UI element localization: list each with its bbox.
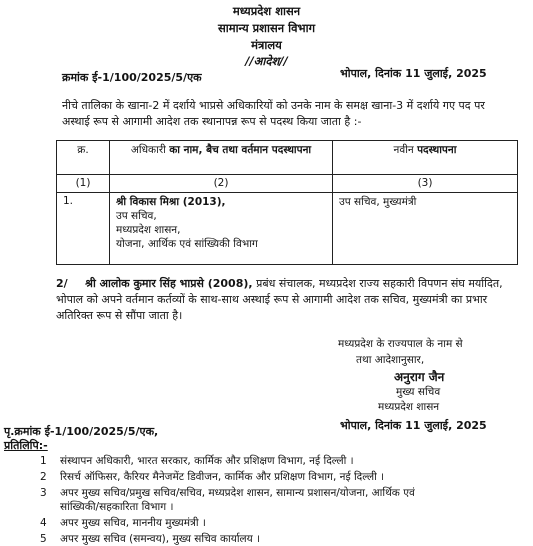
officer-posting-line: उप सचिव, (116, 210, 157, 222)
list-item: 1 संस्थापन अधिकारी, भारत सरकार, कार्मिक और प्रशिक्षण विभाग, नई दिल्ली । (40, 455, 354, 467)
col-header-new-posting: नवीन पदस्थापना (333, 141, 518, 175)
endorsement-date: भोपाल, दिनांक 11 जुलाई, 2025 (340, 419, 487, 432)
row-serial: 1. (57, 193, 110, 265)
signatory-title: मुख्य सचिव (396, 386, 441, 398)
signature-line-1: मध्यप्रदेश के राज्यपाल के नाम से (338, 338, 463, 350)
intro-paragraph: नीचे तालिका के खाना-2 में दर्शाये भाप्रसे अधिकारियों को उनके नाम के समक्ष खाना-3 में दर्शाये गए पद पर अस्थाई रूप से आगामी आदेश तक स्थानापन्न रूप से पदस्थ किया जाता है :- (62, 99, 485, 128)
row-officer (110, 193, 333, 265)
signatory-name: अनुराग जैन (394, 370, 445, 384)
signatory-org: मध्यप्रदेश शासन (378, 401, 440, 413)
table-row (57, 193, 518, 265)
officer-name: श्री विकास मिश्रा (2013), (116, 196, 226, 208)
officer-posting-line: मध्यप्रदेश शासन, (116, 224, 181, 236)
order-number: क्रमांक ई-1/100/2025/5/एक (62, 71, 202, 84)
para2-officer-name: श्री आलोक कुमार सिंह भाप्रसे (2008), (85, 277, 253, 290)
list-item: 3 अपर मुख्य सचिव/प्रमुख सचिव/सचिव, मध्यप्रदेश शासन, सामान्य प्रशासन/योजना, आर्थिक एवं (40, 487, 415, 499)
para2-number: 2/ (56, 277, 68, 290)
list-item: 2 रिसर्च ऑफिसर, कैरियर मैनेजमेंट डिवीजन, कार्मिक और प्रशिक्षण विभाग, नई दिल्ली । (40, 471, 385, 483)
list-item-continuation: सांख्यिकी/सहकारिता विभाग । (60, 501, 174, 513)
col-number-3: (3) (333, 175, 518, 193)
copy-to-label: प्रतिलिपि:- (4, 439, 48, 452)
row-new-posting: उप सचिव, मुख्यमंत्री (333, 193, 518, 265)
office-heading: मंत्रालय (251, 38, 282, 52)
col-header-serial: क्र. (57, 141, 110, 175)
order-date: भोपाल, दिनांक 11 जुलाई, 2025 (340, 67, 487, 80)
col-number-2: (2) (110, 175, 333, 193)
officer-posting-line: योजना, आर्थिक एवं सांख्यिकी विभाग (116, 238, 258, 250)
paragraph-2 (56, 276, 518, 324)
col-number-1: (1) (57, 175, 110, 193)
list-item: 5 अपर मुख्य सचिव (समन्वय), मुख्य सचिव कार्यालय । (40, 533, 261, 545)
para2-text: प्रबंध संचालक, मध्यप्रदेश राज्य सहकारी विपणन संघ मर्यादित, भोपाल को अपने वर्तमान कर्तव्यों के साथ-साथ अस्थाई रूप से आगामी आदेश तक सचिव, मुख्यमंत्री का प्रभार अतिरिक्त रूप से सौंपा जाता है। (56, 277, 503, 322)
order-label: //आदेश// (245, 54, 288, 68)
department-heading: सामान्य प्रशासन विभाग (217, 21, 316, 35)
signature-line-2: तथा आदेशानुसार, (356, 354, 425, 366)
list-item: 4 अपर मुख्य सचिव, माननीय मुख्यमंत्री । (40, 517, 206, 529)
col-header-officer: अधिकारी का नाम, बैच तथा वर्तमान पदस्थापना (110, 141, 333, 175)
endorsement-number: पृ.क्रमांक ई-1/100/2025/5/एक, (4, 425, 159, 438)
government-heading: मध्यप्रदेश शासन (232, 4, 301, 18)
posting-table (56, 140, 518, 265)
